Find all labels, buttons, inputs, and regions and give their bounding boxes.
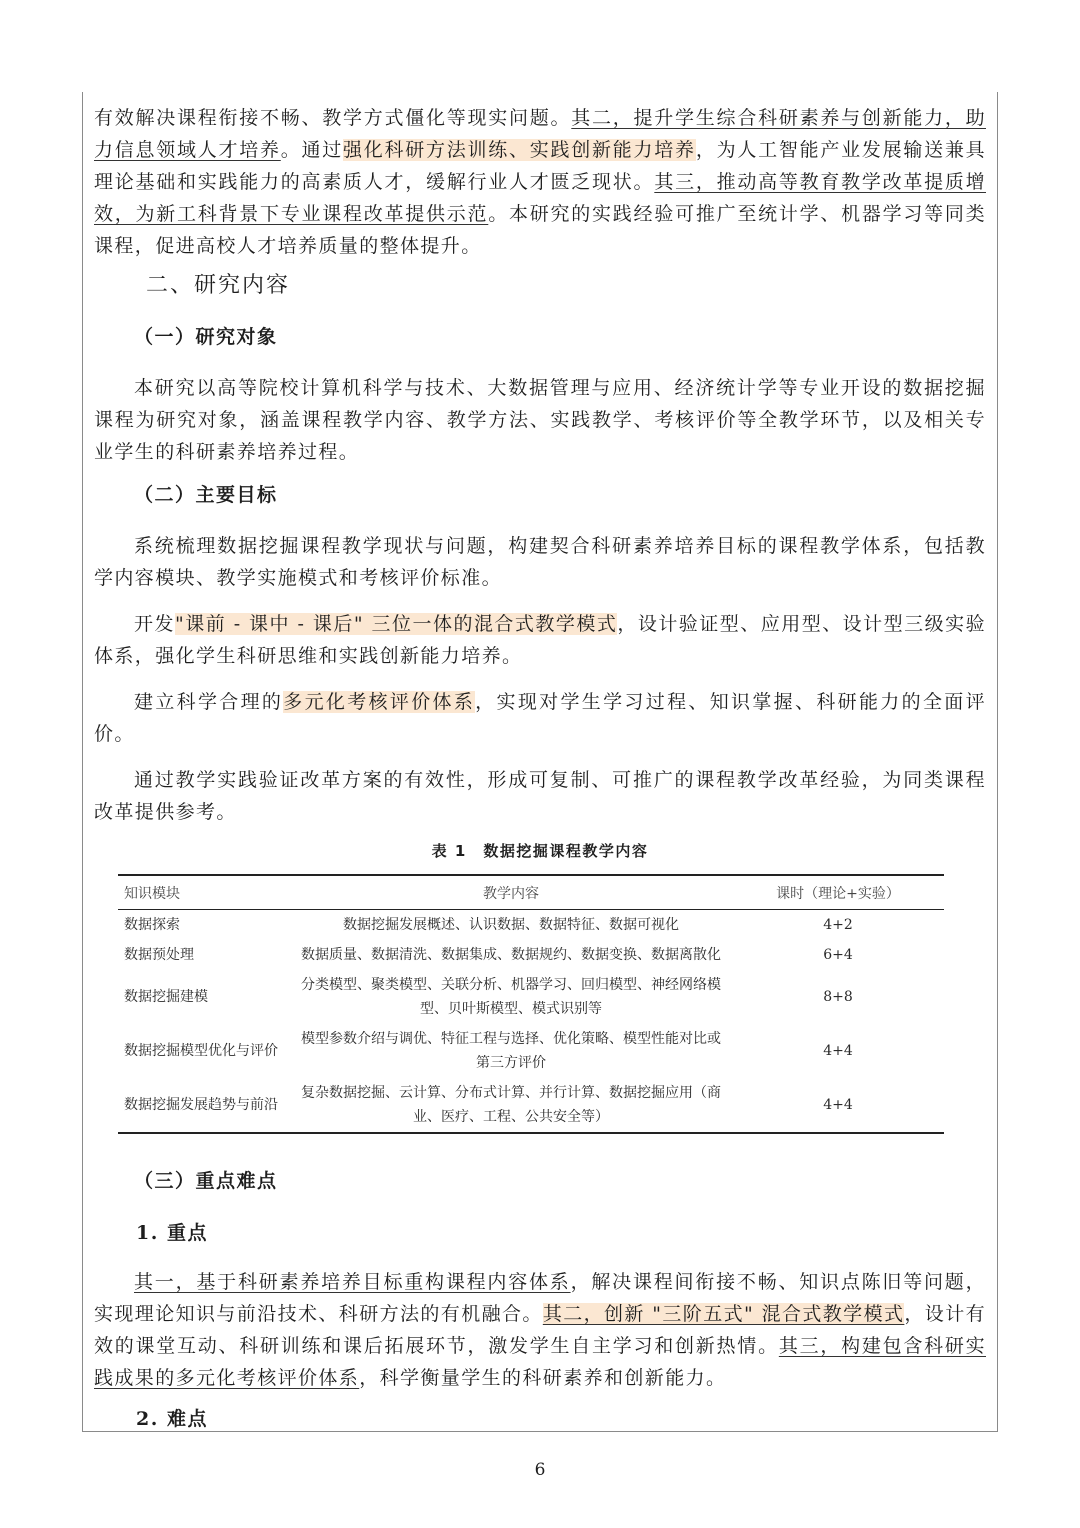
table-cell-hours: 4+4 — [823, 1043, 853, 1059]
table-cell-module: 数据挖掘发展趋势与前沿 — [118, 1078, 290, 1133]
table-cell-module: 数据挖掘模型优化与评价 — [124, 1043, 278, 1059]
intro-text-7: 。本研究的实践经验可推广至统计学、机器学习等同类课程，促进高校人才培养质量的整体提升。 — [94, 203, 986, 257]
table-cell-content: 模型参数介绍与调优、特征工程与选择、优化策略、模型性能对比或第三方评价 — [301, 1031, 721, 1071]
goal-text-1: 系统梳理数据挖掘课程教学现状与问题，构建契合科研素养培养目标的课程教学体系，包括教学内容模块、教学实施模式和考核评价标准。 — [94, 535, 986, 589]
table-header-content: 教学内容 — [290, 875, 732, 910]
intro-highlight-1: 强化科研方法训练、实践创新能力培养 — [343, 139, 696, 161]
key-point-1-rest: ，解决课程间衔接不畅、知识点陈旧等问题，实现理论知识与前沿技术、科研方法的有机融合。 — [94, 1271, 986, 1325]
table-cell-hours: 4+4 — [732, 1078, 944, 1133]
table-cell-content: 数据挖掘发展概述、认识数据、数据特征、数据可视化 — [343, 917, 679, 933]
key-point-1: 其一，基于科研素养培养目标重构课程内容体系 — [134, 1271, 571, 1293]
key-point-2: 其二，创新 "三阶五式" 混合式教学模式 — [542, 1303, 905, 1325]
goal-2-lead: 开发 — [134, 613, 175, 635]
table-cell-hours: 8+8 — [823, 989, 853, 1005]
goal-2-rest: ，设计验证型、应用型、设计型三级实验体系，强化学生科研思维和实践创新能力培养。 — [94, 613, 986, 667]
research-object-paragraph — [94, 372, 986, 468]
goal-paragraph-1 — [94, 530, 986, 594]
table-header-module: 知识模块 — [118, 875, 290, 910]
table-caption: 表 1 数据挖掘课程教学内容 — [431, 842, 649, 860]
table-cell-content: 分类模型、聚类模型、关联分析、机器学习、回归模型、神经网络模型、贝叶斯模型、模式识别等 — [301, 977, 721, 1017]
page-number: 6 — [534, 1460, 546, 1480]
intro-text-1: 有效解决课程衔接不畅、教学方式僵化等现实问题。 — [94, 107, 572, 129]
key-point-3: 其三，构建包含科研实践成果的多元化考核评价体系 — [94, 1335, 986, 1389]
research-object-text: 本研究以高等院校计算机科学与技术、大数据管理与应用、经济统计学等专业开设的数据挖掘课程为研究对象，涵盖课程教学内容、教学方法、实践教学、考核评价等全教学环节，以及相关专业学生的科研素养培养过程。 — [94, 377, 986, 463]
subsection-key-difficulties: （三）重点难点 — [134, 1170, 278, 1192]
goal-2-highlight: "课前 - 课中 - 课后" 三位一体的混合式教学模式 — [174, 613, 618, 635]
goal-paragraph-4 — [94, 764, 986, 828]
key-points-paragraph — [94, 1266, 986, 1394]
table-row — [118, 1024, 944, 1078]
table-row — [118, 940, 944, 970]
subsection-main-goals: （二）主要目标 — [134, 484, 278, 506]
goal-paragraph-2 — [94, 608, 986, 672]
table-cell-module: 数据预处理 — [124, 947, 194, 963]
table-row — [118, 910, 944, 941]
table-header-hours: 课时（理论+实验） — [732, 875, 944, 910]
goal-3-highlight: 多元化考核评价体系 — [283, 691, 476, 713]
intro-text-5: ，为人工智能产业发展输送兼具理论基础和实践能力的高素质人才，缓解行业人才匮乏现状。 — [94, 139, 986, 193]
table-cell-hours: 4+2 — [823, 917, 853, 933]
table-row — [118, 1078, 944, 1133]
table-header-row — [118, 875, 944, 910]
intro-text-3: 。通过 — [280, 139, 344, 161]
table-cell-module: 数据探索 — [124, 917, 180, 933]
table-cell-content: 数据质量、数据清洗、数据集成、数据规约、数据变换、数据离散化 — [301, 947, 721, 963]
course-content-table — [118, 874, 944, 1134]
intro-goal-3: 其三，推动高等教育教学改革提质增效，为新工科背景下专业课程改革提供示范 — [94, 171, 986, 225]
goal-3-rest: ，实现对学生学习过程、知识掌握、科研能力的全面评价。 — [94, 691, 986, 745]
key-point-2-rest: ，设计有效的课堂互动、科研训练和课后拓展环节，激发学生自主学习和创新热情。 — [94, 1303, 986, 1357]
goal-paragraph-3 — [94, 686, 986, 750]
goal-text-4: 通过教学实践验证改革方案的有效性，形成可复制、可推广的课程教学改革经验，为同类课程改革提供参考。 — [94, 769, 986, 823]
intro-paragraph — [94, 102, 986, 262]
difficulties-heading: 2. 难点 — [136, 1408, 208, 1430]
table-row — [118, 970, 944, 1024]
table-cell-content: 复杂数据挖掘、云计算、分布式计算、并行计算、数据挖掘应用（商业、医疗、工程、公共安全等） — [290, 1078, 732, 1133]
section-title: 二、研究内容 — [146, 273, 291, 298]
goal-3-lead: 建立科学合理的 — [134, 691, 284, 713]
table-cell-hours: 6+4 — [823, 947, 853, 963]
key-points-heading: 1. 重点 — [136, 1222, 208, 1244]
key-point-3-rest: ，科学衡量学生的科研素养和创新能力。 — [359, 1367, 727, 1389]
subsection-research-object: （一）研究对象 — [134, 326, 278, 348]
table-cell-module: 数据挖掘建模 — [124, 989, 208, 1005]
intro-goal-2: 其二，提升学生综合科研素养与创新能力，助力信息领域人才培养 — [94, 107, 986, 161]
